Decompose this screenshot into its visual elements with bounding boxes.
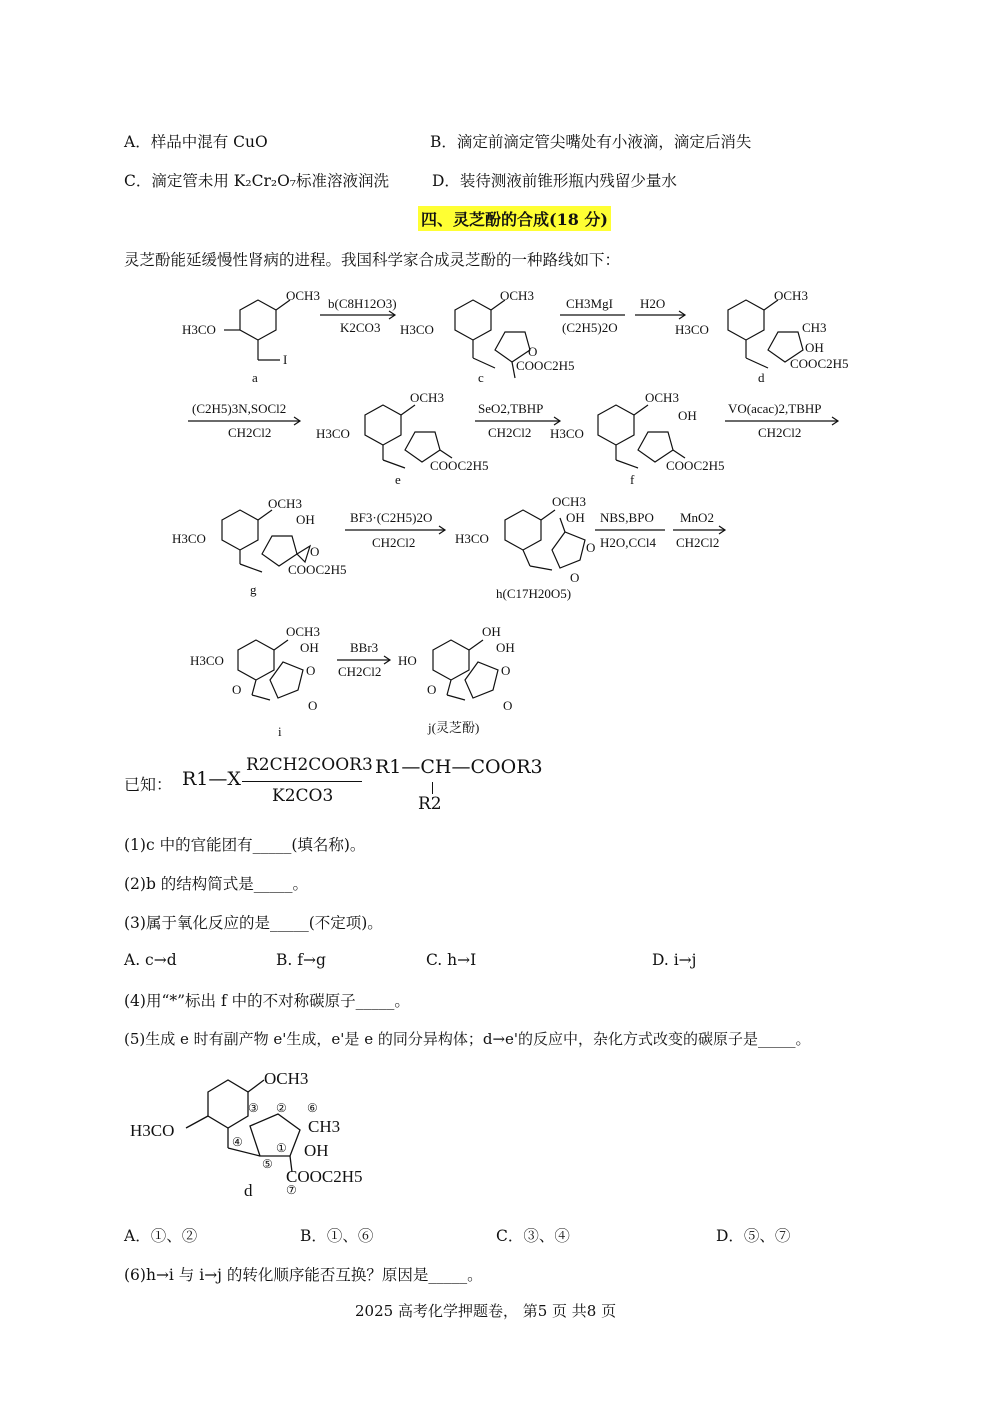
- reagent-f-g-top: VO(acac)2,TBHP: [728, 401, 822, 416]
- d2-ch3: CH3: [308, 1117, 341, 1136]
- num-2: ②: [276, 1101, 287, 1115]
- g-h3co: H3CO: [172, 531, 206, 546]
- c-och3: OCH3: [500, 288, 534, 303]
- reagent-h-i-bottom1: H2O,CCl4: [600, 535, 656, 550]
- i-och3: OCH3: [286, 624, 320, 639]
- known-prefix: 已知：: [124, 775, 173, 794]
- f-h3co: H3CO: [550, 426, 584, 441]
- known-product-bond: [432, 782, 433, 794]
- known-product-sub: R2: [418, 794, 442, 814]
- page-footer: 2025 高考化学押题卷， 第5 页 共8 页: [355, 1302, 617, 1320]
- j-lactone-o: O: [501, 663, 511, 678]
- reagent-i-j-top: BBr3: [350, 640, 379, 655]
- i-lactone-o: O: [306, 663, 316, 678]
- d2-h3co: H3CO: [130, 1121, 175, 1140]
- reagent-f-g-bottom: CH2Cl2: [758, 425, 802, 440]
- j-ketone-o: O: [427, 682, 437, 697]
- e-och3: OCH3: [410, 390, 444, 405]
- f-ester: COOC2H5: [666, 458, 725, 473]
- option-b: B．滴定前滴定管尖嘴处有小液滴，滴定后消失: [430, 133, 752, 151]
- reagent-g-h-bottom: CH2Cl2: [372, 535, 416, 550]
- label-g: g: [250, 582, 257, 597]
- d2-och3: OCH3: [264, 1069, 309, 1088]
- q3-option-d: D. i→j: [652, 951, 697, 969]
- d2-ester: COOC2H5: [286, 1167, 363, 1186]
- c-h3co: H3CO: [400, 322, 434, 337]
- label-a: a: [252, 370, 258, 385]
- d-ester: COOC2H5: [790, 356, 849, 371]
- e-ester: COOC2H5: [430, 458, 489, 473]
- c-ester: COOC2H5: [516, 358, 575, 373]
- h-oh: OH: [566, 510, 585, 525]
- reagent-d-e-top: (C2H5)3N,SOCl2: [192, 401, 287, 416]
- j-carbonyl-o: O: [503, 698, 513, 713]
- num-6: ⑥: [307, 1101, 318, 1115]
- c-ketone-o: O: [528, 344, 538, 359]
- known-product: R1—CH—COOR3: [375, 756, 543, 778]
- f-oh: OH: [678, 408, 697, 423]
- reagent-c-d-h2o: H2O: [640, 296, 666, 311]
- d-och3: OCH3: [774, 288, 808, 303]
- label-i: i: [278, 724, 282, 739]
- e-h3co: H3CO: [316, 426, 350, 441]
- reagent-e-f-top: SeO2,TBHP: [478, 401, 544, 416]
- d-ch3: CH3: [802, 320, 827, 335]
- option-a: A．样品中混有 CuO: [124, 133, 268, 151]
- j-oh2: OH: [496, 640, 515, 655]
- i-carbonyl-o: O: [308, 698, 318, 713]
- reagent-h-i-bottom2: CH2Cl2: [676, 535, 720, 550]
- i-oh: OH: [300, 640, 319, 655]
- g-epoxide-o: O: [310, 544, 320, 559]
- reagent-i-j-bottom: CH2Cl2: [338, 664, 382, 679]
- d-h3co: H3CO: [675, 322, 709, 337]
- f-och3: OCH3: [645, 390, 679, 405]
- num-4: ④: [232, 1135, 243, 1149]
- reagent-c-d-bottom: (C2H5)2O: [562, 320, 618, 335]
- known-reagent-top: R2CH2COOR3: [246, 755, 373, 775]
- h-lactone-o: O: [586, 540, 596, 555]
- h-h3co: H3CO: [455, 531, 489, 546]
- g-och3: OCH3: [268, 496, 302, 511]
- j-ho: HO: [398, 653, 417, 668]
- known-reagent-bottom: K2CO3: [272, 786, 334, 806]
- reagent-d-e-bottom: CH2Cl2: [228, 425, 272, 440]
- a-och3: OCH3: [286, 288, 320, 303]
- known-reactant: R1—X: [182, 768, 241, 790]
- label-j: j(灵芝酚): [428, 720, 480, 735]
- q5-option-d: D．⑤、⑦: [716, 1227, 791, 1245]
- section-title: 四、灵芝酚的合成(18 分): [418, 206, 611, 231]
- j-oh1: OH: [482, 624, 501, 639]
- a-h3co: H3CO: [182, 322, 216, 337]
- num-3: ③: [248, 1101, 259, 1115]
- g-ester: COOC2H5: [288, 562, 347, 577]
- reagent-h-i-top2: MnO2: [680, 510, 714, 525]
- d2-label: d: [244, 1181, 253, 1200]
- q3-option-c: C. h→I: [426, 951, 477, 969]
- question-4: (4)用“*”标出 f 中的不对称碳原子_____。: [124, 992, 410, 1010]
- d-structure-numbered: [120, 1062, 420, 1202]
- intro-text: 灵芝酚能延缓慢性肾病的进程。我国科学家合成灵芝酚的一种路线如下：: [124, 251, 621, 269]
- reagent-c-d-top: CH3MgI: [566, 296, 613, 311]
- q3-option-a: A. c→d: [124, 951, 177, 969]
- q3-option-b: B. f→g: [276, 951, 326, 969]
- d2-oh: OH: [304, 1141, 329, 1160]
- q5-option-b: B．①、⑥: [300, 1227, 374, 1245]
- num-1: ①: [276, 1141, 287, 1155]
- h-carbonyl-o: O: [570, 570, 580, 585]
- label-h: h(C17H20O5): [496, 586, 572, 601]
- reagent-a-c-top: b(C8H12O3): [328, 296, 397, 311]
- synthesis-scheme: [0, 270, 993, 830]
- reagent-h-i-top1: NBS,BPO: [600, 510, 654, 525]
- question-2: (2)b 的结构简式是_____。: [124, 875, 309, 893]
- i-h3co: H3CO: [190, 653, 224, 668]
- d-oh: OH: [805, 340, 824, 355]
- a-iodo: I: [283, 352, 288, 367]
- num-5: ⑤: [262, 1157, 273, 1171]
- question-3: (3)属于氧化反应的是_____(不定项)。: [124, 914, 383, 932]
- g-oh: OH: [296, 512, 315, 527]
- label-f: f: [630, 472, 635, 487]
- option-d: D．装待测液前锥形瓶内残留少量水: [432, 172, 677, 190]
- known-arrow: [242, 781, 362, 782]
- question-5: (5)生成 e 时有副产物 e'生成，e'是 e 的同分异构体；d→e'的反应中，杂化方式改变的碳原子是_____。: [124, 1030, 811, 1048]
- label-d: d: [758, 370, 765, 385]
- q5-option-a: A．①、②: [124, 1227, 198, 1245]
- q5-option-c: C．③、④: [496, 1227, 570, 1245]
- label-e: e: [395, 472, 401, 487]
- reagent-a-c-bottom: K2CO3: [340, 320, 381, 335]
- question-1: (1)c 中的官能团有_____(填名称)。: [124, 836, 366, 854]
- question-6: (6)h→i 与 i→j 的转化顺序能否互换？原因是_____。: [124, 1266, 483, 1284]
- reagent-g-h-top: BF3·(C2H5)2O: [350, 510, 433, 525]
- option-c: C．滴定管未用 K₂Cr₂O₇标准溶液润洗: [124, 172, 389, 190]
- i-ketone-o: O: [232, 682, 242, 697]
- reagent-e-f-bottom: CH2Cl2: [488, 425, 532, 440]
- label-c: c: [478, 370, 484, 385]
- h-och3: OCH3: [552, 494, 586, 509]
- num-7: ⑦: [286, 1183, 297, 1197]
